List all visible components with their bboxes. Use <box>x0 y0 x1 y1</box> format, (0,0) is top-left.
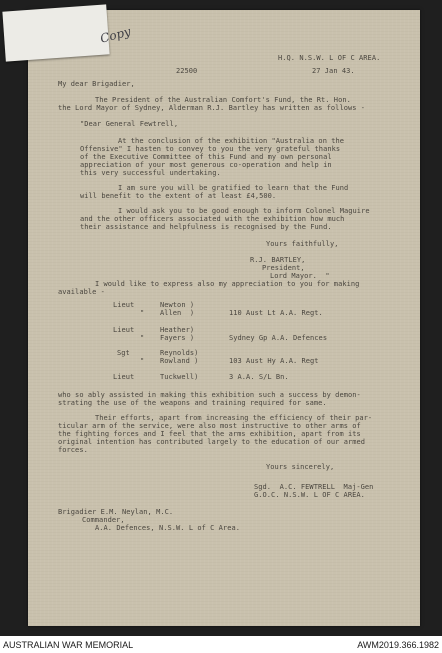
officer-rank: " <box>140 309 145 317</box>
officer-rank: Lieut <box>113 301 135 309</box>
appreciation-line: available - <box>58 288 105 296</box>
signoff: Yours sincerely, <box>266 463 335 471</box>
officer-rank: Lieut <box>113 326 135 334</box>
officer-name: Allen ) <box>160 309 195 317</box>
quote-para3-line: and the other officers associated with the exhibition how much <box>80 215 345 223</box>
quote-para1-line: of the Executive Committee of this Fund and my own personal <box>80 153 332 161</box>
officer-name: Rowland ) <box>160 357 199 365</box>
officer-unit: 103 Aust Hy A.A. Regt <box>229 357 319 365</box>
efforts-line: original intention has contributed largely to the education of our armed <box>58 438 366 446</box>
officer-name: Heather) <box>160 326 195 334</box>
quote-para2-line: will benefit to the extent of at least £4,500. <box>80 192 277 200</box>
officer-name: Fayers ) <box>160 334 195 342</box>
officer-rank: Sgt <box>117 349 130 357</box>
quote-para1-line: appreciation of your most generous co-operation and help in <box>80 161 332 169</box>
officer-name: Tuckwell) <box>160 373 199 381</box>
institution-caption: AUSTRALIAN WAR MEMORIAL <box>3 640 134 650</box>
headquarters: H.Q. N.S.W. L OF C AREA. <box>278 54 381 62</box>
efforts-line: Their efforts, apart from increasing the efficiency of their par- <box>95 414 373 422</box>
officer-unit: 110 Aust Lt A.A. Regt. <box>229 309 323 317</box>
addressee-line: A.A. Defences, N.S.W. L of C Area. <box>95 524 240 532</box>
signature-line: Sgd. A.C. FEWTRELL Maj-Gen <box>254 483 374 491</box>
quote-signatory-title: President, <box>262 264 305 272</box>
letter-date: 27 Jan 43. <box>312 67 355 75</box>
quote-salutation: "Dear General Fewtrell, <box>80 120 179 128</box>
quote-para1-line: this very successful undertaking. <box>80 169 221 177</box>
officer-name: Reynolds) <box>160 349 199 357</box>
addressee-line: Commander, <box>82 516 125 524</box>
quote-signoff: Yours faithfully, <box>266 240 339 248</box>
salutation: My dear Brigadier, <box>58 80 135 88</box>
officer-rank: Lieut <box>113 373 135 381</box>
quote-para2-line: I am sure you will be gratified to learn that the Fund <box>118 184 349 192</box>
assisted-line: strating the use of the weapons and training required for same. <box>58 399 327 407</box>
addressee-line: Brigadier E.M. Neylan, M.C. <box>58 508 174 516</box>
quote-para3-line: their assistance and helpfulness is recognised by the Fund. <box>80 223 332 231</box>
officer-name: Newton ) <box>160 301 195 309</box>
intro-line: The President of the Australian Comfort's Fund, the Rt. Hon. <box>95 96 351 104</box>
quote-para1-line: Offensive" I hasten to convey to you the very grateful thanks <box>80 145 341 153</box>
quote-signatory: R.J. BARTLEY, <box>250 256 306 264</box>
assisted-line: who so ably assisted in making this exhibition such a success by demon- <box>58 391 361 399</box>
officer-rank: " <box>140 334 145 342</box>
officer-unit: Sydney Gp A.A. Defences <box>229 334 328 342</box>
reference-number: 22500 <box>176 67 198 75</box>
accession-number: AWM2019.366.1982 <box>357 640 439 650</box>
quote-para1-line: At the conclusion of the exhibition "Australia on the <box>118 137 345 145</box>
appreciation-line: I would like to express also my appreciation to you for making <box>95 280 360 288</box>
paper-tab <box>2 4 109 61</box>
quote-para3-line: I would ask you to be good enough to inform Colonel Maguire <box>118 207 370 215</box>
efforts-line: forces. <box>58 446 88 454</box>
officer-rank: " <box>140 357 145 365</box>
quote-signatory-role: Lord Mayor. " <box>270 272 330 280</box>
signature-line: G.O.C. N.S.W. L OF C AREA. <box>254 491 365 499</box>
handwritten-copy-mark: Copy <box>98 24 133 46</box>
efforts-line: the fighting forces and I feel that the arms exhibition, apart from its <box>58 430 361 438</box>
efforts-line: ticular arm of the service, were also most instructive to other arms of <box>58 422 361 430</box>
intro-line: the Lord Mayor of Sydney, Alderman R.J. Bartley has written as follows - <box>58 104 366 112</box>
officer-unit: 3 A.A. S/L Bn. <box>229 373 289 381</box>
